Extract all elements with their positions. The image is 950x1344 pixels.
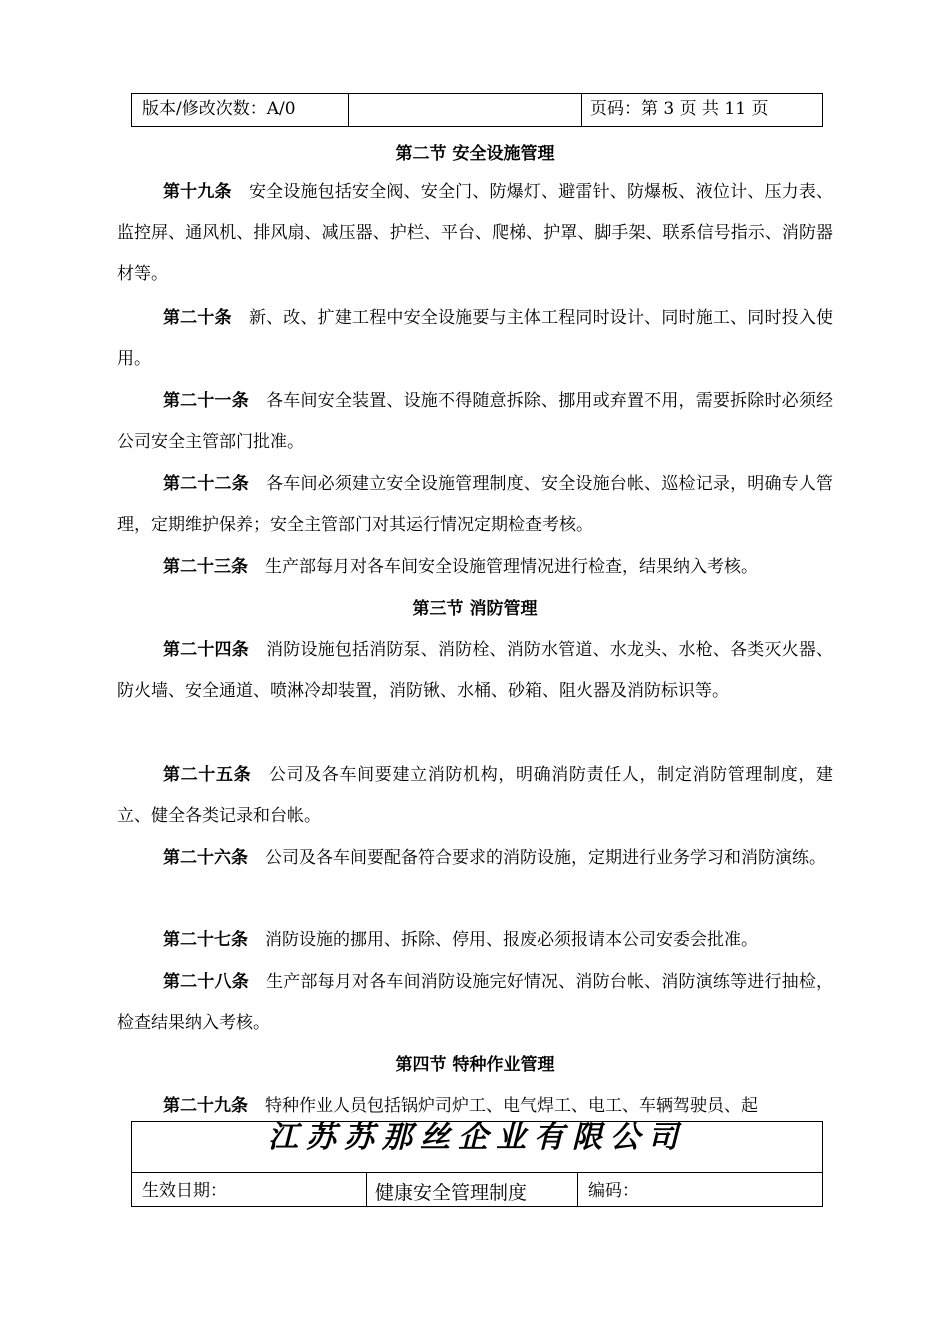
page-number-cell: 页码：第 3 页 共 11 页 [590, 99, 769, 119]
article-text: 生产部每月对各车间安全设施管理情况进行检查，结果纳入考核。 [265, 557, 758, 577]
footer-row [132, 1173, 822, 1206]
article-number: 第十九条 [163, 182, 232, 202]
article-text: 消防设施的挪用、拆除、停用、报废必须报请本公司安委会批准。 [265, 930, 758, 950]
article [117, 838, 833, 879]
article [117, 962, 833, 1044]
effective-date-cell: 生效日期： [142, 1181, 227, 1201]
article [117, 755, 833, 837]
version-cell: 版本/修改次数：A/0 [142, 99, 296, 119]
article-number: 第二十七条 [163, 930, 248, 950]
company-name: 江苏苏那丝企业有限公司 [268, 1120, 686, 1155]
article [117, 630, 833, 712]
article-number: 第二十九条 [163, 1096, 248, 1116]
section-title: 第四节 特种作业管理 [395, 1055, 555, 1075]
article-text: 公司及各车间要建立消防机构，明确消防责任人，制定消防管理制度，建立、健全各类记录和台帐。 [117, 765, 834, 826]
article-text: 安全设施包括安全阀、安全门、防爆灯、避雷针、防爆板、液位计、压力表、监控屏、通风机、排风扇、减压器、护栏、平台、爬梯、护罩、脚手架、联系信号指示、消防器材等。 [117, 182, 834, 284]
article-number: 第二十八条 [163, 972, 249, 992]
article-number: 第二十二条 [163, 474, 249, 494]
code-cell: 编码： [588, 1181, 639, 1201]
article-text: 特种作业人员包括锅炉司炉工、电气焊工、电工、车辆驾驶员、起 [265, 1096, 758, 1116]
header-middle-cell [349, 94, 581, 126]
document-title-cell: 健康安全管理制度 [375, 1182, 528, 1204]
article-text: 公司及各车间要配备符合要求的消防设施，定期进行业务学习和消防演练。 [265, 848, 826, 868]
article-text: 新、改、扩建工程中安全设施要与主体工程同时设计、同时施工、同时投入使用。 [117, 308, 834, 369]
article-number: 第二十五条 [163, 765, 252, 785]
footer-table [131, 1121, 823, 1207]
article [117, 172, 833, 295]
header-table [131, 93, 823, 127]
section-title: 第三节 消防管理 [412, 599, 538, 619]
article-text: 消防设施包括消防泵、消防栓、消防水管道、水龙头、水枪、各类灭火器、防火墙、安全通道、喷淋冷却装置，消防锹、水桶、砂箱、阻火器及消防标识等。 [117, 640, 834, 701]
article-text: 生产部每月对各车间消防设施完好情况、消防台帐、消防演练等进行抽检，检查结果纳入考核。 [117, 972, 834, 1033]
article-text: 各车间安全装置、设施不得随意拆除、挪用或弃置不用，需要拆除时必须经公司安全主管部门批准。 [117, 391, 834, 452]
section-title: 第二节 安全设施管理 [395, 144, 555, 164]
article [117, 547, 833, 588]
article-number: 第二十一条 [163, 391, 249, 411]
article-text: 各车间必须建立安全设施管理制度、安全设施台帐、巡检记录，明确专人管理，定期维护保养；安全主管部门对其运行情况定期检查考核。 [117, 474, 834, 535]
article-number: 第二十四条 [163, 640, 249, 660]
article-number: 第二十条 [163, 308, 232, 328]
article [117, 920, 833, 961]
article-number: 第二十六条 [163, 848, 248, 868]
article [117, 464, 833, 546]
article [117, 298, 833, 380]
article [117, 381, 833, 463]
article-number: 第二十三条 [163, 557, 248, 577]
